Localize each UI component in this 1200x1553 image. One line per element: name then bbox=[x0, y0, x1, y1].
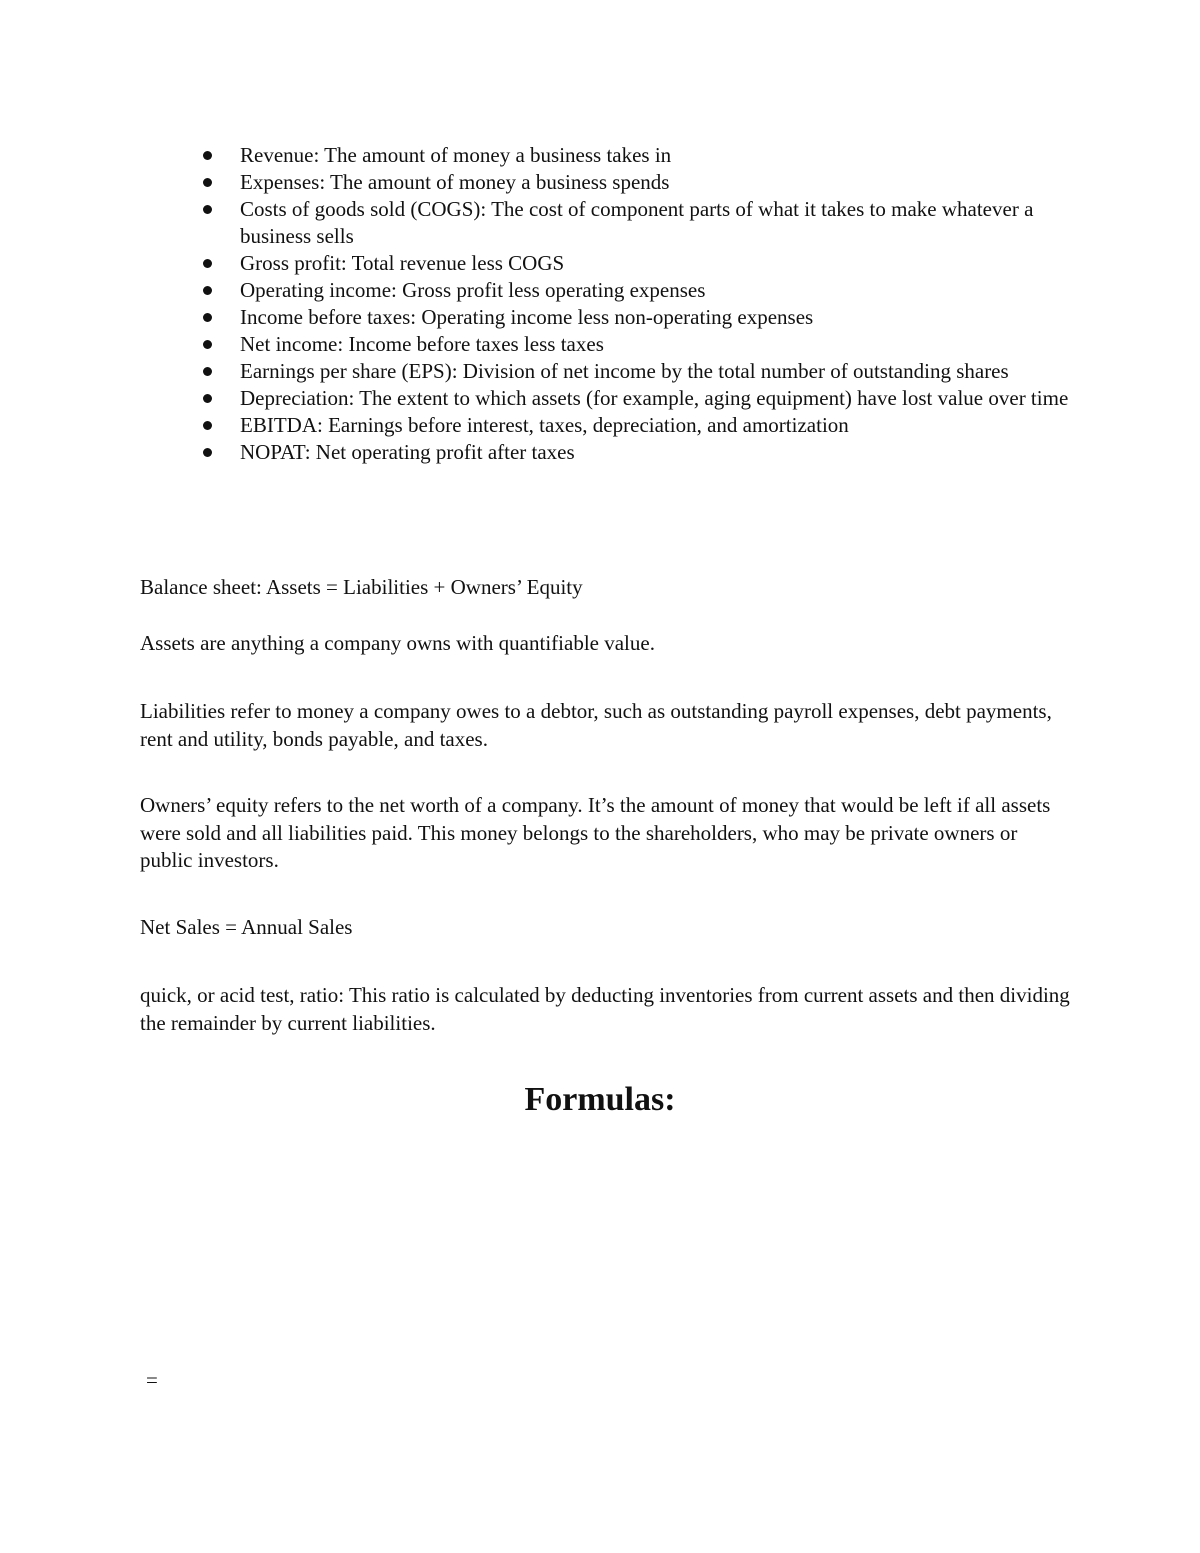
definition-text: Earnings per share (EPS): Division of net income by the total number of outstanding shares bbox=[240, 359, 1009, 383]
definition-text: Gross profit: Total revenue less COGS bbox=[240, 251, 565, 275]
list-item bbox=[203, 250, 1083, 277]
list-item bbox=[203, 277, 1083, 304]
definition-text: Expenses: The amount of money a business spends bbox=[240, 170, 670, 194]
bullet-icon bbox=[203, 178, 212, 187]
list-item bbox=[203, 196, 1083, 250]
definition-text: Net income: Income before taxes less taxes bbox=[240, 332, 604, 356]
bullet-icon bbox=[203, 448, 212, 457]
quick-ratio-paragraph: quick, or acid test, ratio: This ratio is calculated by deducting inventories from current assets and then dividing the remainder by current liabilities. bbox=[140, 983, 1070, 1035]
definition-text: Costs of goods sold (COGS): The cost of component parts of what it takes to make whatever a business sells bbox=[240, 197, 1034, 248]
bullet-icon bbox=[203, 151, 212, 160]
bullet-icon bbox=[203, 259, 212, 268]
owners-equity-paragraph: Owners’ equity refers to the net worth of a company. It’s the amount of money that would be left if all assets were sold and all liabilities paid. This money belongs to the shareholders, who may be private owners or public investors. bbox=[140, 793, 1051, 872]
definition-text: Income before taxes: Operating income less non-operating expenses bbox=[240, 305, 814, 329]
definition-text: Revenue: The amount of money a business takes in bbox=[240, 143, 672, 167]
bullet-icon bbox=[203, 421, 212, 430]
assets-paragraph: Assets are anything a company owns with quantifiable value. bbox=[140, 631, 655, 655]
bullet-icon bbox=[203, 205, 212, 214]
bullet-icon bbox=[203, 394, 212, 403]
definition-text: Operating income: Gross profit less operating expenses bbox=[240, 278, 706, 302]
list-item bbox=[203, 358, 1083, 385]
net-sales-paragraph: Net Sales = Annual Sales bbox=[140, 915, 353, 939]
definition-text: EBITDA: Earnings before interest, taxes, depreciation, and amortization bbox=[240, 413, 849, 437]
formulas-heading: Formulas: bbox=[524, 1081, 676, 1118]
list-item bbox=[203, 439, 1083, 466]
balance-sheet-paragraph: Balance sheet: Assets = Liabilities + Owners’ Equity bbox=[140, 575, 583, 599]
list-item bbox=[203, 142, 1083, 169]
equals-symbol: = bbox=[146, 1368, 158, 1392]
definition-text: Depreciation: The extent to which assets (for example, aging equipment) have lost value over time bbox=[240, 386, 1069, 410]
definitions-list bbox=[203, 142, 1083, 466]
bullet-icon bbox=[203, 286, 212, 295]
list-item bbox=[203, 412, 1083, 439]
bullet-icon bbox=[203, 340, 212, 349]
bullet-icon bbox=[203, 313, 212, 322]
bullet-icon bbox=[203, 367, 212, 376]
definition-text: NOPAT: Net operating profit after taxes bbox=[240, 440, 575, 464]
list-item bbox=[203, 169, 1083, 196]
list-item bbox=[203, 304, 1083, 331]
list-item bbox=[203, 331, 1083, 358]
list-item bbox=[203, 385, 1083, 412]
liabilities-paragraph: Liabilities refer to money a company owes to a debtor, such as outstanding payroll expenses, debt payments, rent and utility, bonds payable, and taxes. bbox=[140, 699, 1052, 751]
